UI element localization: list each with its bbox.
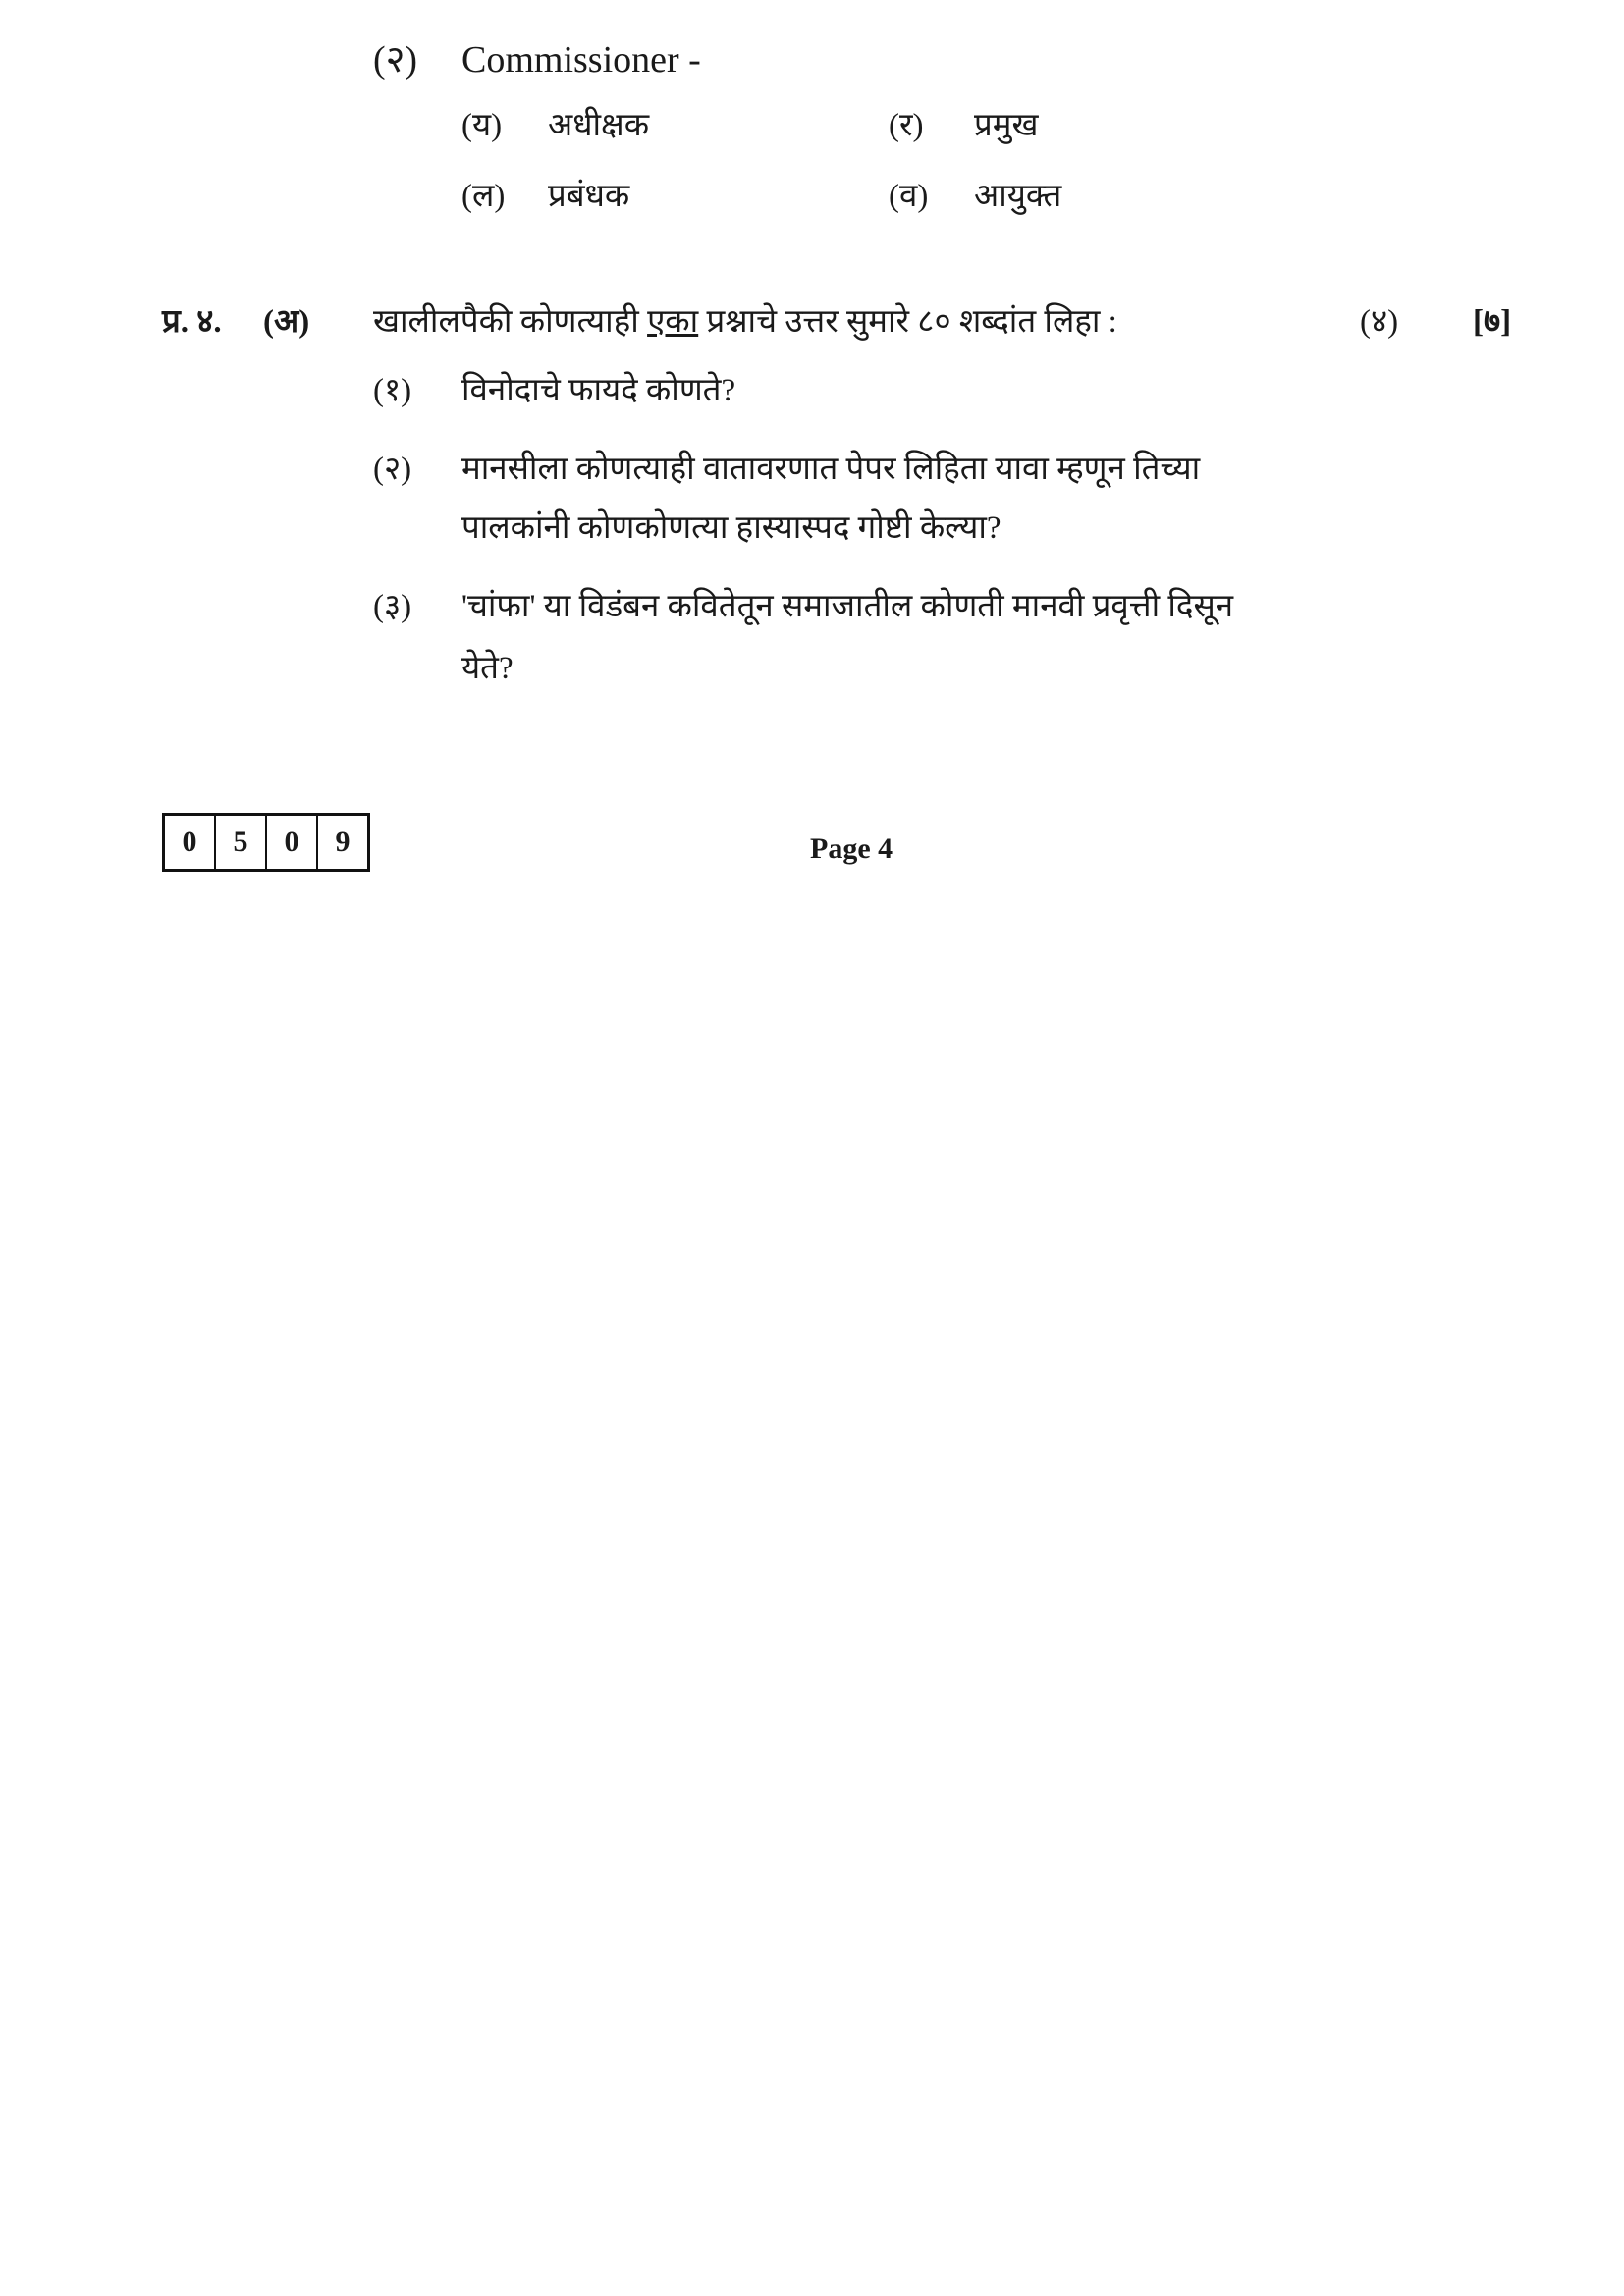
question-label: प्र. ४. — [162, 304, 222, 340]
sub-question-number: (३) — [373, 589, 412, 624]
option-text: अधीक्षक — [548, 108, 650, 143]
option-number: (र) — [889, 108, 924, 143]
sub-question-text: विनोदाचे फायदे कोणते? — [461, 373, 736, 408]
code-digit: 0 — [267, 816, 318, 869]
sub-question-number: (१) — [373, 373, 412, 408]
option-text: आयुक्त — [974, 179, 1062, 214]
paper-code-box — [162, 813, 370, 872]
instruction-text: खालीलपैकी कोणत्याही — [373, 304, 648, 340]
instruction-text: प्रश्नाचे उत्तर सुमारे ८० शब्दांत लिहा : — [698, 304, 1117, 340]
question-instruction — [373, 306, 1117, 339]
option-text: प्रमुख — [974, 108, 1039, 143]
code-digit: 0 — [165, 816, 216, 869]
sub-question-text: पालकांनी कोणकोणत्या हास्यास्पद गोष्टी केल्या? — [461, 510, 1001, 546]
option-number: (य) — [461, 108, 503, 143]
marks: (४) — [1360, 304, 1399, 340]
item-number: (२) — [373, 39, 418, 80]
item-word: Commissioner - — [461, 39, 701, 80]
sub-question-text: 'चांफा' या विडंबन कवितेतून समाजातील कोणती मानवी प्रवृत्ती दिसून — [461, 589, 1234, 624]
sub-question-text: मानसीला कोणत्याही वातावरणात पेपर लिहिता यावा म्हणून तिच्या — [461, 452, 1201, 487]
code-digit: 5 — [216, 816, 267, 869]
code-digit: 9 — [335, 826, 351, 858]
option-number: (ल) — [461, 179, 506, 214]
option-text: प्रबंधक — [548, 179, 630, 214]
page-number: Page 4 — [810, 832, 893, 865]
sub-question-text: येते? — [461, 651, 514, 686]
sub-question-number: (२) — [373, 452, 412, 487]
question-part: (अ) — [263, 304, 310, 340]
option-number: (व) — [889, 179, 929, 214]
instruction-emphasis: एका — [647, 304, 699, 340]
total-marks: [७] — [1473, 304, 1512, 340]
